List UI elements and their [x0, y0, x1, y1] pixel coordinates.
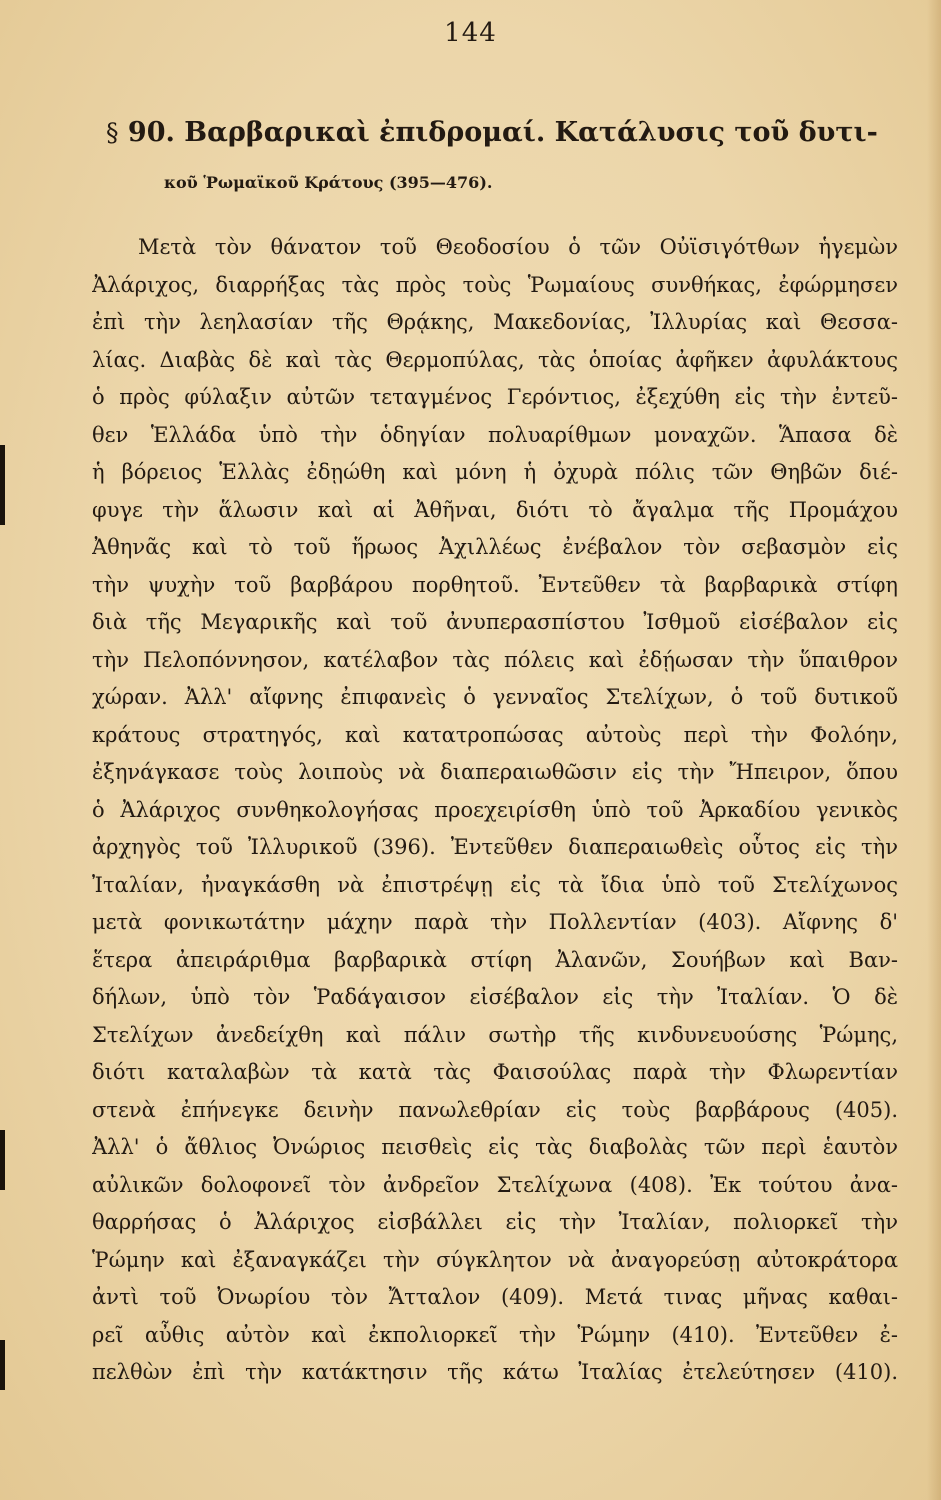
- page-number: 144: [444, 18, 497, 48]
- text-line: χώραν. Ἀλλ' αἴφνης ἐπιφανεὶς ὁ γενναῖος Στελίχων, ὁ τοῦ δυτικοῦ: [92, 685, 898, 709]
- text-line: Μετὰ τὸν θάνατον τοῦ Θεοδοσίου ὁ τῶν Οὐϊσιγότθων ἡγεμὼν: [138, 235, 898, 259]
- text-line: Ἀλάριχος, διαρρήξας τὰς πρὸς τοὺς Ῥωμαίους συνθήκας, ἐφώρμησεν: [92, 272, 898, 297]
- text-line: διὰ τῆς Μεγαρικῆς καὶ τοῦ ἀνυπερασπίστου Ἰσθμοῦ εἰσέβαλον εἰς: [92, 610, 898, 634]
- text-line: ἕτερα ἀπειράριθμα βαρβαρικὰ στίφη Ἀλανῶν, Σουήβων καὶ Βαν-: [92, 947, 898, 972]
- text-line: λίας. Διαβὰς δὲ καὶ τὰς Θερμοπύλας, τὰς ὁποίας ἀφῆκεν ἀφυλάκτους: [92, 347, 898, 372]
- text-line: Ἀθηνᾶς καὶ τὸ τοῦ ἥρωος Ἀχιλλέως ἐνέβαλον τὸν σεβασμὸν εἰς: [92, 535, 898, 559]
- text-line: Στελίχων ἀνεδείχθη καὶ πάλιν σωτὴρ τῆς κινδυνευούσης Ῥώμης,: [92, 1022, 898, 1047]
- text-line: μετὰ φονικωτάτην μάχην παρὰ τὴν Πολλεντίαν (403). Αἴφνης δ': [92, 910, 898, 934]
- text-line: φυγε τὴν ἅλωσιν καὶ αἱ Ἀθῆναι, διότι τὸ ἄγαλμα τῆς Προμάχου: [92, 497, 898, 522]
- text-line: κράτους στρατηγός, καὶ κατατροπώσας αὐτοὺς περὶ τὴν Φολόην,: [92, 722, 898, 747]
- text-line: τὴν ψυχὴν τοῦ βαρβάρου πορθητοῦ. Ἐντεῦθεν τὰ βαρβαρικὰ στίφη: [92, 572, 898, 597]
- text-line: Ἰταλίαν, ἠναγκάσθη νὰ ἐπιστρέψῃ εἰς τὰ ἴδια ὑπὸ τοῦ Στελίχωνος: [92, 872, 898, 897]
- binding-mark: [0, 445, 5, 525]
- text-line: στενὰ ἐπήνεγκε δεινὴν πανωλεθρίαν εἰς τοὺς βαρβάρους (405).: [92, 1097, 898, 1122]
- text-line: Ῥώμην καὶ ἐξαναγκάζει τὴν σύγκλητον νὰ ἀναγορεύσῃ αὐτοκράτορα: [92, 1247, 898, 1272]
- text-line: θεν Ἑλλάδα ὑπὸ τὴν ὁδηγίαν πολυαρίθμων μοναχῶν. Ἅπασα δὲ: [92, 422, 898, 447]
- body-paragraph: [92, 229, 898, 1392]
- text-line: αὐλικῶν δολοφονεῖ τὸν ἀνδρεῖον Στελίχωνα (408). Ἐκ τούτου ἀνα-: [92, 1172, 898, 1197]
- section-heading: [106, 108, 906, 208]
- text-line: Ἀλλ' ὁ ἄθλιος Ὀνώριος πεισθεὶς εἰς τὰς διαβολὰς τῶν περὶ ἑαυτὸν: [92, 1135, 898, 1159]
- heading-title-part-1: 90. Βαρβαρικαὶ ἐπιδρομαί. Κατάλυσις τοῦ δυτι-: [127, 117, 878, 148]
- text-line: ἀντὶ τοῦ Ὀνωρίου τὸν Ἄτταλον (409). Μετά τινας μῆνας καθαι-: [92, 1285, 898, 1309]
- text-line: τὴν Πελοπόννησον, κατέλαβον τὰς πόλεις καὶ ἐδῄωσαν τὴν ὕπαιθρον: [92, 647, 898, 672]
- page-edge-shade: [927, 0, 941, 1500]
- text-line: ὁ πρὸς φύλαξιν αὐτῶν τεταγμένος Γερόντιος, ἐξεχύθη εἰς τὴν ἐντεῦ-: [92, 385, 898, 409]
- text-line: διότι καταλαβὼν τὰ κατὰ τὰς Φαισούλας παρὰ τὴν Φλωρεντίαν: [92, 1060, 898, 1084]
- binding-mark: [0, 1340, 5, 1390]
- text-line: ἀρχηγὸς τοῦ Ἰλλυρικοῦ (396). Ἐντεῦθεν διαπεραιωθεὶς οὗτος εἰς τὴν: [92, 835, 898, 859]
- text-line: ἐπὶ τὴν λεηλασίαν τῆς Θρᾴκης, Μακεδονίας, Ἰλλυρίας καὶ Θεσσα-: [92, 310, 898, 334]
- heading-line-2: κοῦ Ῥωμαϊκοῦ Κράτους (395—476).: [164, 173, 493, 192]
- text-line: πελθὼν ἐπὶ τὴν κατάκτησιν τῆς κάτω Ἰταλίας ἐτελεύτησεν (410).: [92, 1360, 898, 1384]
- text-line: ἐξηνάγκασε τοὺς λοιποὺς νὰ διαπεραιωθῶσιν εἰς τὴν Ἤπειρον, ὅπου: [92, 760, 898, 784]
- binding-mark: [0, 1130, 5, 1190]
- text-line: ὁ Ἀλάριχος συνθηκολογήσας προεχειρίσθη ὑπὸ τοῦ Ἀρκαδίου γενικὸς: [92, 797, 898, 822]
- text-line: θαρρήσας ὁ Ἀλάριχος εἰσβάλλει εἰς τὴν Ἰταλίαν, πολιορκεῖ τὴν: [92, 1210, 898, 1234]
- text-line: δήλων, ὑπὸ τὸν Ῥαδάγαισον εἰσέβαλον εἰς τὴν Ἰταλίαν. Ὁ δὲ: [92, 985, 898, 1009]
- heading-line-1: [106, 108, 906, 158]
- text-line: ἡ βόρειος Ἑλλὰς ἐδῃώθη καὶ μόνη ἡ ὀχυρὰ πόλις τῶν Θηβῶν διέ-: [92, 460, 898, 484]
- section-sign: §: [106, 118, 119, 147]
- text-line: ρεῖ αὖθις αὐτὸν καὶ ἐκπολιορκεῖ τὴν Ῥώμην (410). Ἐντεῦθεν ἐ-: [92, 1322, 898, 1347]
